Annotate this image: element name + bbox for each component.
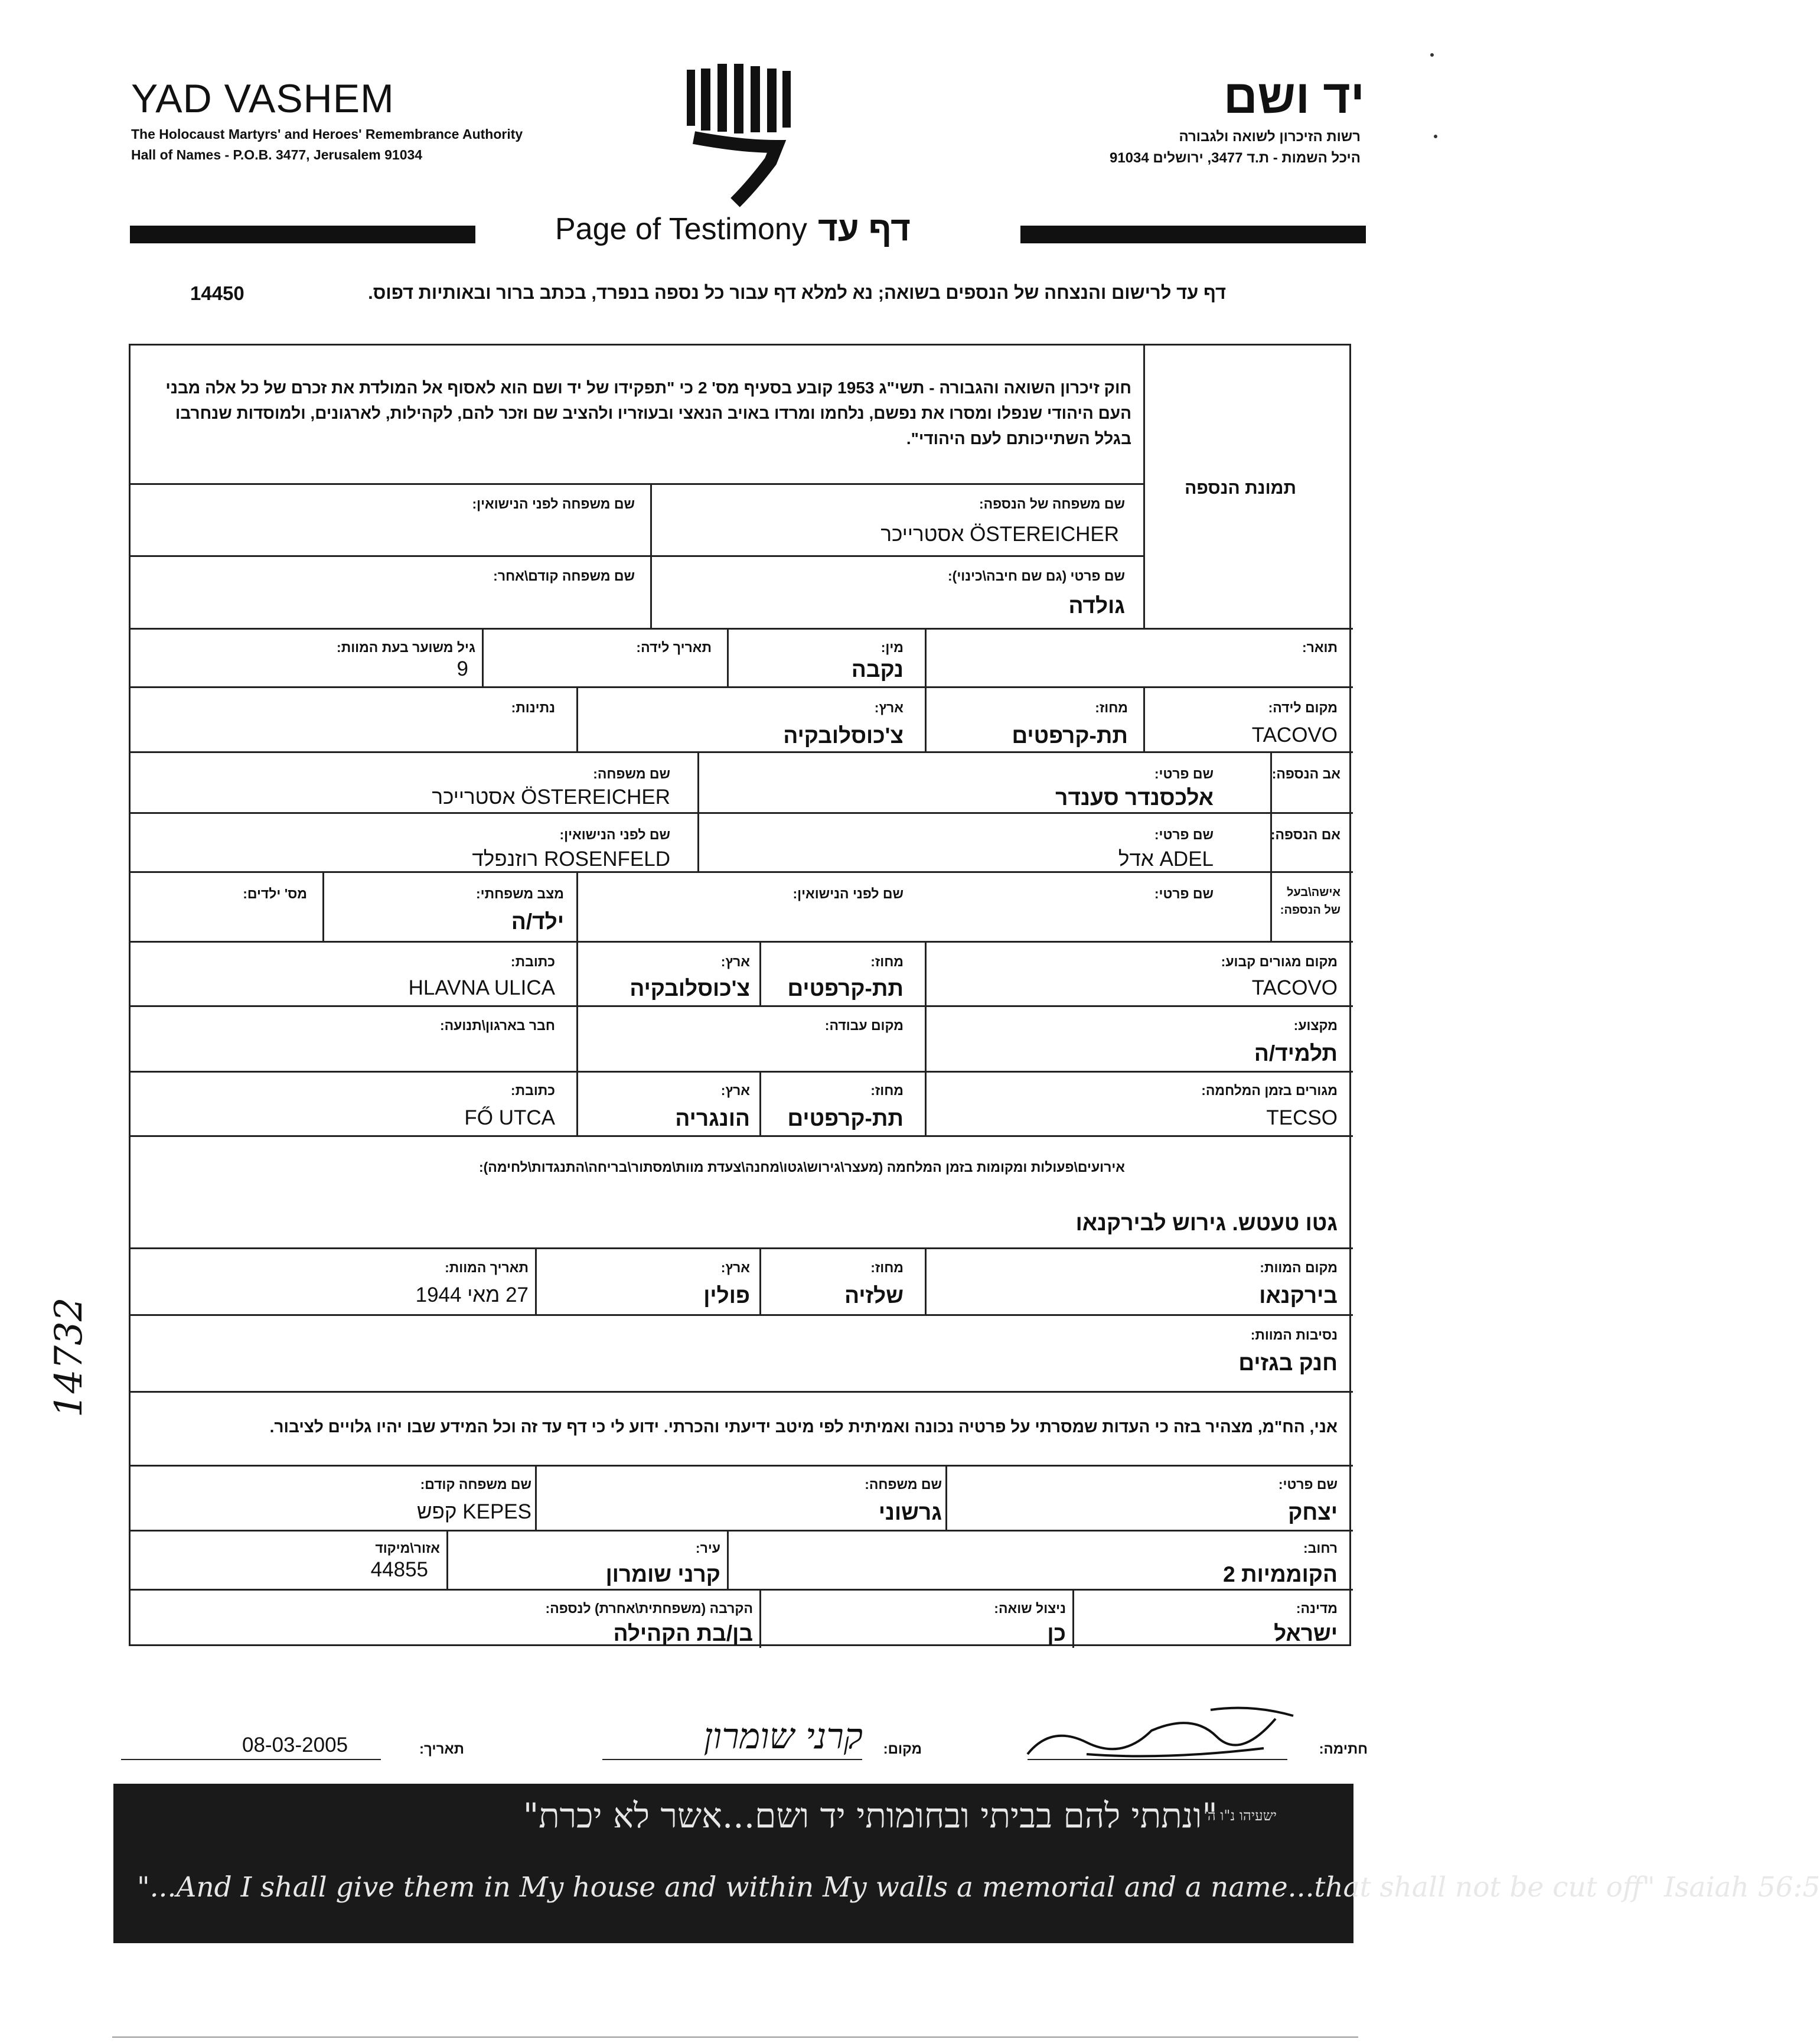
submitter-first-label: שם פרטי:: [1278, 1477, 1338, 1492]
wartime-place-value[interactable]: TECSO: [1266, 1106, 1338, 1129]
scan-dot: [1434, 135, 1437, 138]
submitter-first-value[interactable]: יצחק: [1288, 1500, 1338, 1524]
birth-place-value[interactable]: TACOVO: [1251, 724, 1338, 747]
banner-quote-en: "...And I shall give them in My house and within My walls a memorial and a name...that shall not be cut off" Isaiah 56:5: [137, 1871, 1820, 1904]
events-label: אירועים\פעולות ומקומות בזמן המלחמה (מעצר\גירוש\גטו\מחנה\צעדת מוות\מסתור\בריחה\התנגדות\לחימה):: [478, 1159, 1125, 1175]
authority-subtitle-en: The Holocaust Martyrs' and Heroes' Remembrance Authority: [131, 126, 523, 142]
residence-region-value[interactable]: תת-קרפטים: [787, 976, 904, 1001]
grid-line: [925, 1071, 927, 1135]
grid-line: [131, 1465, 1353, 1467]
organization-member-label: חבר בארגון\תנועה:: [439, 1018, 555, 1033]
grid-line: [131, 941, 1353, 943]
residence-country-label: ארץ:: [720, 954, 750, 969]
wartime-address-value[interactable]: FŐ UTCA: [464, 1106, 555, 1129]
place-line: [602, 1759, 862, 1760]
death-country-value[interactable]: פולין: [703, 1283, 750, 1308]
date-label: תאריך:: [419, 1741, 464, 1757]
title-label: תואר:: [1302, 640, 1338, 655]
date-line: [121, 1759, 381, 1760]
wartime-region-label: מחוז:: [870, 1083, 904, 1098]
submitter-country-value[interactable]: ישראל: [1274, 1621, 1338, 1646]
grid-line: [925, 1247, 927, 1314]
residence-address-value[interactable]: HLAVNA ULICA: [408, 976, 555, 999]
mother-first-value[interactable]: אדל ADEL: [1118, 848, 1214, 871]
grid-line: [131, 1135, 1353, 1137]
grid-line: [759, 1247, 761, 1314]
scan-dot: [1430, 53, 1434, 57]
mother-maiden-value[interactable]: רוזנפלד ROSENFELD: [472, 848, 670, 871]
workplace-label: מקום עבודה:: [824, 1018, 904, 1033]
grid-line: [131, 1589, 1353, 1591]
declaration-text: אני, הח"מ, מצהיר בזה כי העדות שמסרתי על פרטיה נכונה ואמיתית לפי מיטב ידיעתי והכרתי. ידוע לי כי דף עד זה וכל המידע שבו יהיו גלויים לציבור.: [269, 1418, 1338, 1436]
birth-country-value[interactable]: צ'כוסלובקיה: [783, 724, 904, 748]
grid-line: [131, 1314, 1353, 1316]
grid-line: [576, 941, 578, 1005]
death-circumstances-label: נסיבות המוות:: [1250, 1327, 1338, 1343]
grid-line: [131, 628, 1353, 630]
family-name-value[interactable]: אסטרייכר ÖSTEREICHER: [880, 523, 1119, 546]
birth-date-label: תאריך לידה:: [636, 640, 712, 655]
birth-region-value[interactable]: תת-קרפטים: [1012, 724, 1128, 748]
grid-line: [1143, 346, 1145, 628]
page-of-testimony-title-he: דף עד: [818, 210, 911, 248]
grid-line: [131, 1391, 1353, 1393]
death-country-label: ארץ:: [720, 1260, 750, 1275]
isaiah-quote-banner: [113, 1784, 1820, 1943]
spouse-first-label: שם פרטי:: [1154, 886, 1214, 901]
relation-label: הקרבה (משפחתית\אחרת) לנספה:: [545, 1601, 753, 1616]
submitter-zip-label: אזור\מיקוד: [375, 1540, 440, 1556]
grid-line: [535, 1465, 537, 1530]
father-family-value[interactable]: אסטרייכר ÖSTEREICHER: [432, 786, 670, 809]
grid-line: [446, 1530, 448, 1589]
date-value[interactable]: 08-03-2005: [242, 1734, 348, 1757]
bottom-rule: [112, 2037, 1358, 2038]
photo-label: תמונת הנספה: [1185, 478, 1296, 498]
page-of-testimony-title: Page of Testimony: [555, 212, 807, 246]
first-name-label: שם פרטי (גם שם חיבה\כינוי):: [948, 568, 1125, 584]
mother-row-label: אם הנספה:: [1270, 827, 1340, 842]
family-status-value[interactable]: ילד/ה: [511, 910, 564, 934]
grid-line: [576, 686, 578, 751]
grid-line: [576, 1005, 578, 1071]
submitter-family-label: שם משפחה:: [865, 1477, 942, 1492]
address-subtitle-en: Hall of Names - P.O.B. 3477, Jerusalem 91034: [131, 147, 423, 162]
wartime-region-value[interactable]: תת-קרפטים: [787, 1106, 904, 1130]
maiden-name-label: שם משפחה לפני הנישואין:: [472, 496, 635, 511]
birth-country-label: ארץ:: [874, 700, 904, 715]
yad-vashem-title-he: יד ושם: [1223, 70, 1365, 123]
yad-vashem-title-en: YAD VASHEM: [131, 76, 394, 121]
grid-line: [727, 628, 729, 686]
submitter-country-label: מדינה:: [1296, 1601, 1338, 1616]
grid-line: [482, 628, 484, 686]
mother-first-label: שם פרטי:: [1154, 827, 1214, 842]
grid-line: [1143, 686, 1145, 751]
father-row-label: אב הנספה:: [1271, 766, 1340, 781]
death-date-label: תאריך המוות:: [445, 1260, 529, 1275]
grid-line: [697, 751, 699, 871]
residence-place-value[interactable]: TACOVO: [1251, 976, 1338, 999]
death-region-label: מחוז:: [870, 1260, 904, 1275]
death-region-value[interactable]: שלזיה: [844, 1283, 904, 1308]
submitter-prev-family-value[interactable]: קפש KEPES: [417, 1500, 531, 1523]
father-family-label: שם משפחה:: [593, 766, 670, 781]
grid-line: [322, 871, 324, 941]
submitter-street-label: רחוב:: [1303, 1540, 1338, 1556]
family-name-label: שם משפחה של הנספה:: [979, 496, 1125, 511]
spouse-row-label: אישה\בעל: [1286, 886, 1340, 899]
authority-subtitle-he: רשות הזיכרון לשואה ולגבורה: [1179, 129, 1361, 145]
header-rule-left: [130, 226, 475, 243]
submitter-city-label: עיר:: [695, 1540, 720, 1556]
grid-line: [925, 941, 927, 1005]
profession-value[interactable]: תלמיד/ה: [1254, 1041, 1338, 1066]
grid-line: [131, 1071, 1353, 1073]
wartime-country-value[interactable]: הונגריה: [675, 1106, 750, 1130]
mother-maiden-label: שם לפני הנישואין:: [559, 827, 670, 842]
address-subtitle-he: היכל השמות - ת.ד 3477, ירושלים 91034: [1109, 150, 1361, 166]
header-rule-right: [1020, 226, 1366, 243]
age-label: גיל משוער בעת המוות:: [337, 640, 475, 655]
banner-quote-he: "ונתתי להם בביתי ובחומותי יד ושם...אשר לא יכרת": [523, 1796, 1218, 1836]
grid-line: [1072, 1589, 1074, 1648]
grid-line: [1270, 871, 1272, 941]
wartime-country-label: ארץ:: [720, 1083, 750, 1098]
residence-country-value[interactable]: צ'כוסלובקיה: [630, 976, 750, 1001]
grid-line: [131, 1247, 1353, 1249]
survivor-label: ניצול שואה:: [994, 1601, 1066, 1616]
grid-line: [759, 941, 761, 1005]
father-first-value[interactable]: אלכסנדר סענדר: [1055, 786, 1214, 810]
death-place-label: מקום המוות:: [1260, 1260, 1338, 1275]
relation-value[interactable]: בן/בת הקהילה: [613, 1621, 753, 1646]
grid-line: [925, 686, 927, 751]
grid-line: [535, 1247, 537, 1314]
signature-line: [1028, 1759, 1287, 1760]
spouse-row-label-2: של הנספה:: [1280, 904, 1340, 917]
wartime-place-label: מגורים בזמן המלחמה:: [1201, 1083, 1338, 1098]
submitter-family-value[interactable]: גרשוני: [878, 1500, 942, 1524]
death-place-value[interactable]: בירקנאו: [1259, 1283, 1338, 1308]
birth-place-label: מקום לידה:: [1268, 700, 1338, 715]
residence-address-label: כתובת:: [510, 954, 555, 969]
grid-line: [131, 483, 1143, 485]
grid-line: [759, 1589, 761, 1648]
residence-region-label: מחוז:: [870, 954, 904, 969]
grid-line: [131, 1530, 1353, 1532]
grid-line: [727, 1530, 729, 1589]
signature-label: חתימה:: [1319, 1741, 1368, 1757]
grid-line: [131, 1005, 1353, 1007]
residence-place-label: מקום מגורים קבוע:: [1221, 954, 1338, 969]
grid-line: [131, 555, 1143, 557]
spouse-maiden-label: שם לפני הנישואין:: [792, 886, 904, 901]
grid-line: [945, 1465, 947, 1530]
gender-value[interactable]: נקבה: [851, 657, 904, 682]
citizenship-label: נתינות:: [511, 700, 555, 715]
grid-line: [925, 628, 927, 686]
first-name-value[interactable]: גולדה: [1068, 594, 1125, 618]
grid-line: [131, 751, 1353, 753]
grid-line: [576, 871, 578, 941]
yad-vashem-logo-icon: [682, 58, 794, 206]
place-handwritten-value[interactable]: קרני שומרון: [703, 1716, 863, 1757]
grid-line: [131, 812, 1353, 814]
grid-line: [925, 1005, 927, 1071]
death-date-value[interactable]: 27 מאי 1944: [415, 1283, 529, 1306]
father-first-label: שם פרטי:: [1154, 766, 1214, 781]
wartime-address-label: כתובת:: [510, 1083, 555, 1098]
grid-line: [576, 1071, 578, 1135]
law-text: חוק זיכרון השואה והגבורה - תשי"ג 1953 קובע בסעיף מס' 2 כי "תפקידו של יד ושם הוא לאסוף אל המולדת את זכרם של כל אלה מבני העם היהודי שנפלו ומסרו את נפשם, נלחמו ומרדו באויב הנאצי ובעוזריו ולהציב שם וזכר להם, לקהילות, לארגונים, ולמוסדות שנחרבו בגלל השתייכותם לעם היהודי".: [165, 379, 1131, 448]
grid-line: [131, 686, 1353, 688]
form-number: 14450: [190, 282, 244, 304]
banner-source-he: ישעיהו נ"ו ה': [1203, 1807, 1277, 1824]
submitter-zip-value[interactable]: 44855: [370, 1558, 428, 1581]
form-instructions: דף עד לרישום והנצחה של הנספים בשואה; נא למלא דף עבור כל נספה בנפרד, בכתב ברור ובאותיות דפוס.: [368, 282, 1226, 303]
grid-line: [759, 1071, 761, 1135]
birth-region-label: מחוז:: [1095, 700, 1128, 715]
family-status-label: מצב משפחתי:: [475, 886, 564, 901]
grid-line: [650, 483, 652, 628]
events-value[interactable]: גטו טעטש. גירוש לבירקנאו: [1075, 1211, 1338, 1235]
submitter-street-value[interactable]: הקוממיות 2: [1223, 1562, 1338, 1586]
testimony-form: [129, 344, 1351, 1646]
age-value[interactable]: 9: [456, 657, 468, 680]
previous-family-name-label: שם משפחה קודם\אחר:: [493, 568, 635, 584]
signature-image: [1016, 1701, 1299, 1766]
place-label: מקום:: [883, 1741, 922, 1757]
grid-line: [131, 871, 1353, 873]
profession-label: מקצוע:: [1293, 1018, 1338, 1033]
submitter-prev-family-label: שם משפחה קודם:: [420, 1477, 531, 1492]
death-circumstances-value[interactable]: חנק בגזים: [1238, 1351, 1338, 1375]
survivor-value[interactable]: כן: [1047, 1621, 1066, 1646]
submitter-city-value[interactable]: קרני שומרון: [605, 1562, 720, 1586]
children-count-label: מס' ילדים:: [243, 886, 307, 901]
gender-label: מין:: [880, 640, 904, 655]
margin-handwritten-number: 14732: [47, 1297, 91, 1418]
